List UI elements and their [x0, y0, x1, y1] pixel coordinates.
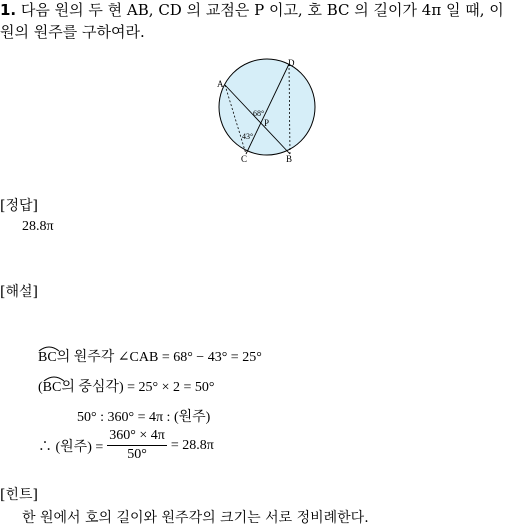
point-c-label: C	[241, 154, 248, 164]
hint-text: 한 원에서 호의 길이와 원주각의 크기는 서로 정비례한다.	[22, 510, 369, 526]
fraction-denominator: 50°	[127, 447, 147, 462]
question-text-1: 다음 원의 두 현 AB, CD 의 교점은 P 이고, 호 BC 의 길이가 4π 일 때, 이	[20, 1, 504, 19]
explanation-line-3: 50° : 360° = 4π : (원주)	[77, 410, 211, 425]
point-d-label: D	[288, 58, 295, 68]
arc-bc-2: BC	[43, 380, 62, 396]
arc-bc: BC	[38, 350, 57, 366]
explanation-line-1: BC의 원주각 ∠CAB = 68° − 43° = 25°	[38, 346, 262, 366]
point-a-label: A	[217, 79, 224, 89]
circle	[219, 59, 315, 155]
question-line-2: 원의 원주를 구하여라.	[0, 23, 145, 41]
fraction-numerator: 360° × 4π	[107, 428, 167, 446]
answer-value: 28.8π	[22, 219, 54, 234]
circle-figure	[212, 55, 322, 165]
point-p-label: P	[264, 118, 270, 128]
question-number: 1.	[0, 1, 17, 19]
explanation-heading: [해설]	[0, 284, 38, 300]
question-line-1	[0, 0, 504, 20]
fraction	[107, 428, 167, 463]
explanation-line-4: ∴ (원주) = $\frac{360^\circ \times 4\pi}{50^\circ}$ = 28.8π	[38, 428, 214, 462]
explanation-line-2: ( BC의 중심각) = 25° × 2 = 50°	[38, 376, 215, 396]
answer-heading: [정답]	[0, 198, 38, 214]
angle-43-label: 43°	[242, 132, 254, 141]
hint-heading: [힌트]	[0, 487, 38, 503]
point-b-label: B	[286, 154, 293, 164]
angle-68-label: 68°	[253, 109, 265, 118]
